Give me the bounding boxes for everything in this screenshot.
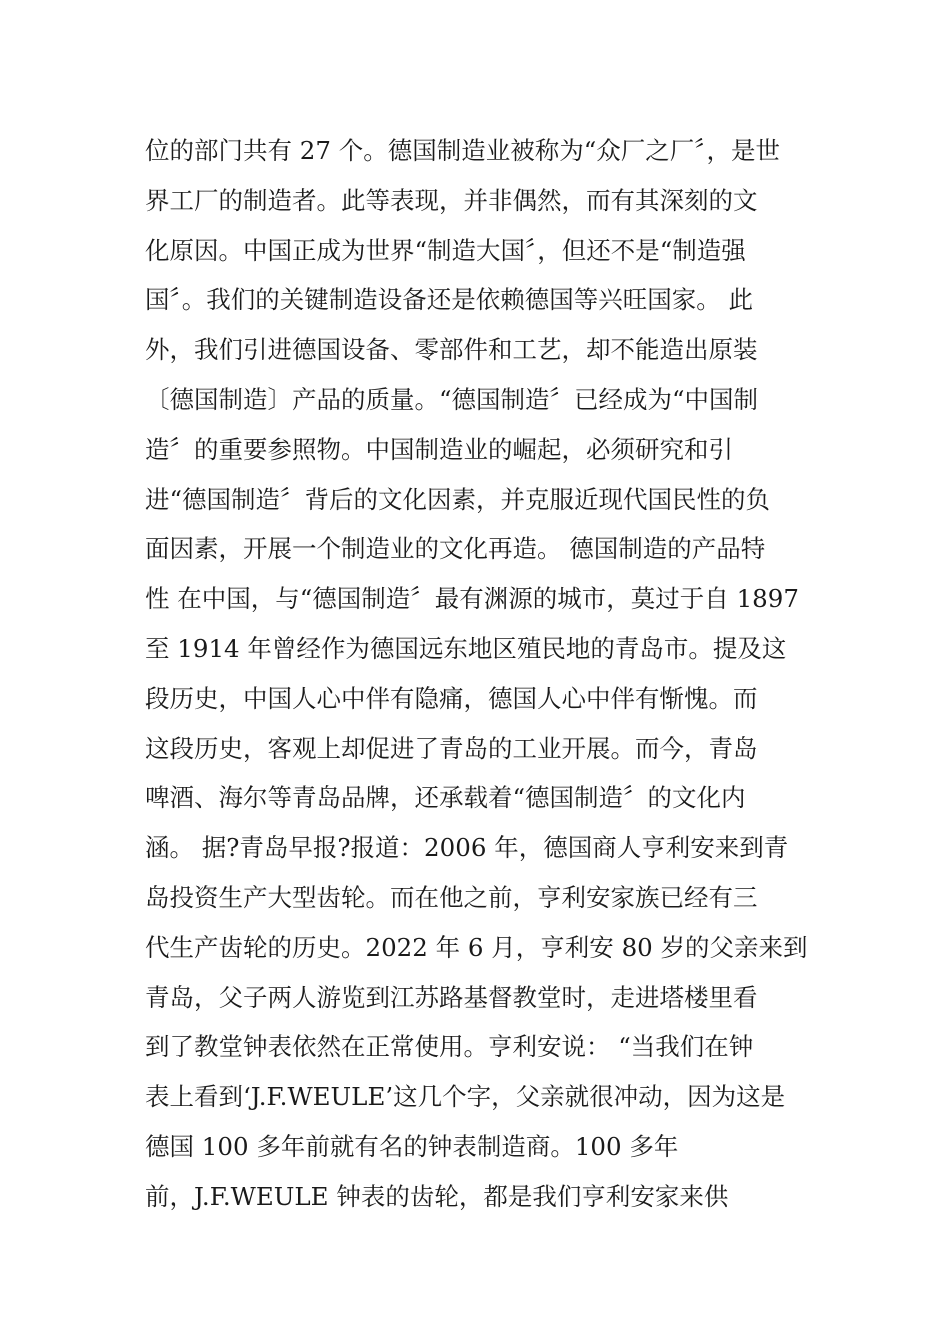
text-line: 界工厂的制造者。此等表现，并非偶然，而有其深刻的文 (145, 185, 758, 215)
body-text (145, 126, 825, 1222)
text-line: 面因素，开展一个制造业的文化再造。 德国制造的产品特 (145, 534, 766, 564)
text-line: 造〞的重要参照物。中国制造业的崛起，必须研究和引 (145, 434, 733, 464)
text-line: 国〞。我们的关键制造设备还是依赖德国等兴旺国家。 此 (145, 285, 754, 315)
text-line: 外，我们引进德国设备、零部件和工艺，却不能造出原装 (145, 335, 758, 365)
text-line: 到了教堂钟表依然在正常使用。亨利安说： “当我们在钟 (145, 1032, 754, 1062)
text-line: 啤酒、海尔等青岛品牌，还承载着“德国制造〞的文化内 (145, 783, 746, 813)
text-line: 代生产齿轮的历史。2022 年 6 月，亨利安 80 岁的父亲来到 (145, 932, 808, 962)
text-line: 位的部门共有 27 个。德国制造业被称为“众厂之厂〞，是世 (145, 136, 781, 165)
text-line: 至 1914 年曾经作为德国远东地区殖民地的青岛市。提及这 (145, 633, 787, 663)
text-line: 性 在中国，与“德国制造〞最有渊源的城市，莫过于自 1897 (145, 584, 799, 614)
text-line: 表上看到‘J.F.WEULE’这几个字，父亲就很冲动，因为这是 (145, 1082, 786, 1112)
text-line: 前，J.F.WEULE 钟表的齿轮，都是我们亨利安家来供 (145, 1181, 729, 1211)
text-line: 青岛，父子两人游览到江苏路基督教堂时，走进塔楼里看 (145, 982, 758, 1012)
text-line: 德国 100 多年前就有名的钟表制造商。100 多年 (145, 1131, 679, 1161)
text-line: 〔德国制造〕产品的质量。“德国制造〞已经成为“中国制 (145, 384, 759, 414)
text-line: 化原因。中国正成为世界“制造大国〞，但还不是“制造强 (145, 235, 746, 265)
text-line: 涵。 据?青岛早报?报道：2006 年，德国商人亨利安来到青 (145, 833, 789, 863)
text-line: 进“德国制造〞背后的文化因素，并克服近现代国民性的负 (145, 484, 771, 514)
text-line: 这段历史，客观上却促进了青岛的工业开展。而今，青岛 (145, 733, 758, 763)
text-line: 段历史，中国人心中伴有隐痛，德国人心中伴有惭愧。而 (145, 683, 758, 713)
text-line: 岛投资生产大型齿轮。而在他之前，亨利安家族已经有三 (145, 882, 758, 912)
